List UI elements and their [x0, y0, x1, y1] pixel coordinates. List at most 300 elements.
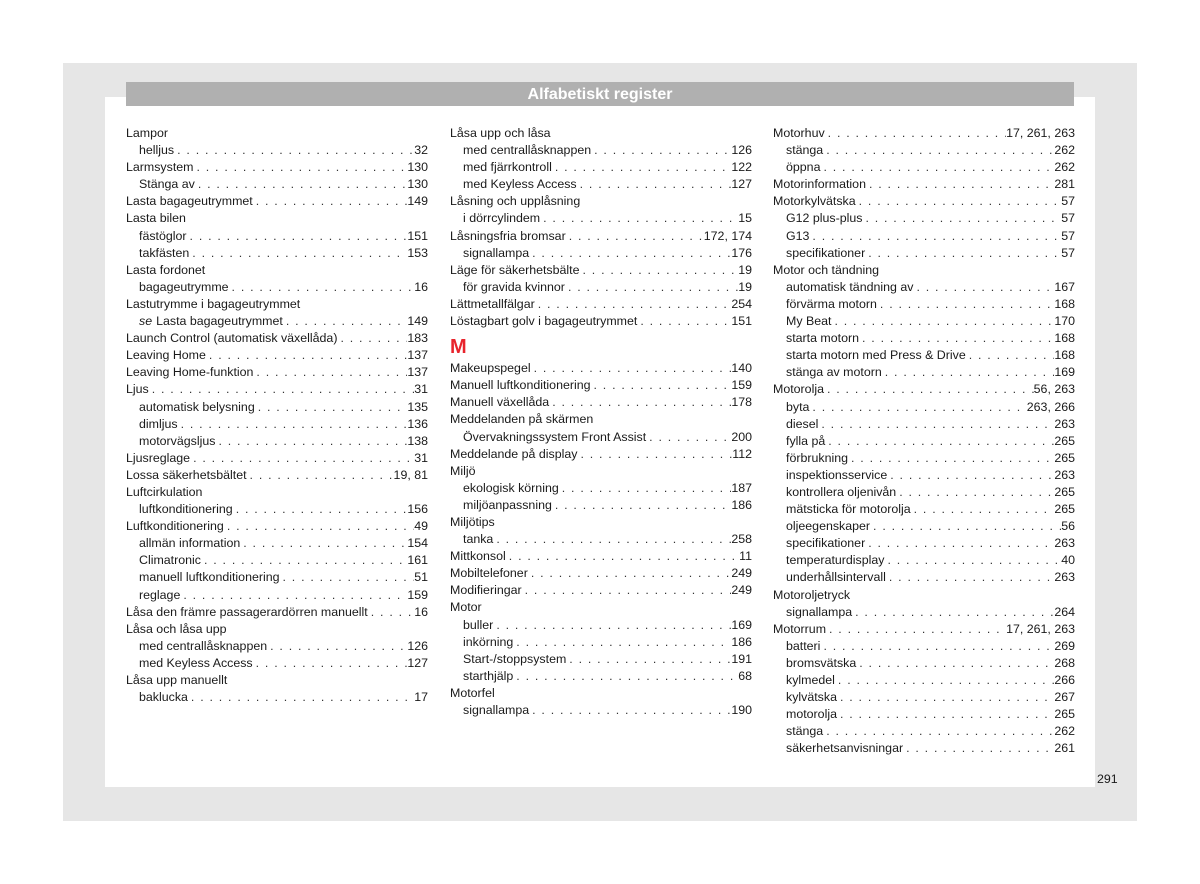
- index-subentry: [773, 245, 1075, 262]
- index-subentry: [450, 531, 752, 548]
- index-page-ref: 151: [731, 314, 752, 329]
- index-entry: [450, 565, 752, 582]
- index-entry: [126, 210, 428, 227]
- index-term: inkörning: [463, 634, 514, 649]
- index-term: Makeupspegel: [450, 361, 531, 376]
- index-term: i dörrcylindem: [463, 211, 541, 226]
- index-entry: [126, 450, 428, 467]
- dot-leader: [848, 450, 1054, 467]
- index-page-ref: 112: [732, 446, 752, 461]
- index-term: stänga: [786, 143, 824, 158]
- index-entry: [450, 125, 752, 142]
- index-page-ref: 127: [407, 655, 428, 670]
- index-term: med Keyless Access: [139, 655, 253, 670]
- index-page-ref: 281: [1054, 177, 1075, 192]
- index-page-ref: 263: [1054, 570, 1075, 585]
- index-subentry: [773, 364, 1075, 381]
- index-term: förbrukning: [786, 450, 848, 465]
- index-column-1: [126, 125, 428, 706]
- index-page-ref: 57: [1061, 228, 1075, 243]
- index-entry: [126, 604, 428, 621]
- index-term: se Lasta bagageutrymmet: [139, 314, 283, 329]
- dot-leader: [882, 364, 1055, 381]
- index-page-ref: 263: [1054, 536, 1075, 551]
- dot-leader: [522, 582, 732, 599]
- dot-leader: [189, 245, 407, 262]
- page-number: 291: [1097, 772, 1118, 786]
- dot-leader: [528, 565, 731, 582]
- dot-leader: [818, 416, 1054, 433]
- dot-leader: [809, 399, 1026, 416]
- index-term: byta: [786, 399, 810, 414]
- index-term: Låsningsfria bromsar: [450, 228, 566, 243]
- index-subentry: [450, 668, 752, 685]
- index-subentry: [126, 313, 428, 330]
- dot-leader: [174, 142, 414, 159]
- index-page-ref: 266: [1054, 673, 1075, 687]
- index-term: mätsticka för motorolja: [786, 502, 911, 517]
- index-page-ref: 265: [1054, 450, 1075, 465]
- index-page-ref: 264: [1054, 604, 1075, 619]
- index-entry: [126, 125, 428, 142]
- index-page-ref: 137: [407, 348, 428, 363]
- index-page-ref: 31: [414, 382, 428, 397]
- index-term: Miljötips: [450, 514, 495, 529]
- index-subentry: [773, 689, 1075, 706]
- index-entry: [450, 411, 752, 428]
- index-page-ref: 126: [731, 143, 752, 158]
- index-term: Miljö: [450, 463, 476, 478]
- index-page-ref: 130: [407, 177, 428, 192]
- index-page-ref: 263: [1054, 467, 1075, 482]
- see-reference: se: [139, 314, 153, 329]
- index-page-ref: 265: [1054, 484, 1075, 499]
- dot-leader: [280, 569, 415, 586]
- index-column-2: [450, 125, 752, 719]
- index-term: tanka: [463, 532, 494, 547]
- dot-leader: [866, 176, 1054, 193]
- dot-leader: [178, 416, 408, 433]
- index-term: signallampa: [463, 703, 530, 717]
- index-entry: [773, 262, 1075, 279]
- index-term: kylvätska: [786, 690, 837, 705]
- index-page-ref: 269: [1054, 638, 1075, 653]
- dot-leader: [825, 433, 1054, 450]
- index-page-ref: 122: [731, 160, 752, 175]
- dot-leader: [884, 552, 1061, 569]
- dot-leader: [877, 296, 1054, 313]
- index-page-ref: 262: [1054, 160, 1075, 175]
- index-term: Mobiltelefoner: [450, 566, 528, 581]
- index-page-ref: 57: [1061, 211, 1075, 226]
- index-subentry: [450, 142, 752, 159]
- index-page-ref: 17: [414, 690, 428, 705]
- index-subentry: [773, 433, 1075, 450]
- index-entry: [450, 360, 752, 377]
- index-term: Motoroljetryck: [773, 587, 851, 602]
- index-page-ref: 169: [731, 617, 752, 632]
- index-entry: [126, 672, 428, 689]
- index-entry: [126, 159, 428, 176]
- index-term: för gravida kvinnor: [463, 279, 565, 294]
- index-term: fylla på: [786, 433, 826, 448]
- index-term: temperaturdisplay: [786, 553, 885, 568]
- index-subentry: [773, 330, 1075, 347]
- index-subentry: [126, 552, 428, 569]
- index-subentry: [450, 176, 752, 193]
- index-term: Låsa den främre passagerardörren manuellt: [126, 604, 368, 619]
- index-term: med centrallåsknappen: [463, 143, 592, 158]
- index-term: Motorinformation: [773, 177, 866, 192]
- index-page-ref: 261: [1054, 741, 1075, 756]
- index-term: G12 plus-plus: [786, 211, 863, 226]
- index-term: reglage: [139, 587, 181, 602]
- index-page-ref: 57: [1061, 194, 1075, 209]
- index-term: Luftkonditionering: [126, 519, 224, 534]
- dot-leader: [190, 450, 414, 467]
- index-term: underhållsintervall: [786, 570, 886, 585]
- index-page-ref: 268: [1054, 655, 1075, 670]
- index-page-ref: 19: [738, 279, 752, 294]
- index-term: Stänga av: [139, 177, 195, 192]
- dot-leader: [540, 210, 738, 227]
- index-page-ref: 176: [731, 245, 752, 260]
- index-term: Lasta fordonet: [126, 262, 206, 277]
- dot-leader: [637, 313, 731, 330]
- index-term: Start-/stoppsystem: [463, 651, 567, 666]
- index-entry: [773, 176, 1075, 193]
- index-term: fästöglor: [139, 228, 187, 243]
- dot-leader: [206, 347, 407, 364]
- index-term: Motorhuv: [773, 126, 825, 140]
- dot-leader: [823, 142, 1054, 159]
- dot-leader: [255, 399, 408, 416]
- index-page-ref: 149: [407, 194, 428, 209]
- dot-leader: [823, 723, 1054, 740]
- index-page-ref: 68: [738, 668, 752, 683]
- index-entry: [450, 193, 752, 210]
- index-page-ref: 15: [738, 211, 752, 226]
- index-entry: [773, 587, 1075, 604]
- index-entry: [126, 621, 428, 638]
- index-subentry: [773, 655, 1075, 672]
- index-subentry: [773, 450, 1075, 467]
- index-subentry: [773, 159, 1075, 176]
- index-subentry: [126, 655, 428, 672]
- index-page-ref: 254: [731, 296, 752, 311]
- index-term: oljeegenskaper: [786, 519, 871, 534]
- index-subentry: [126, 416, 428, 433]
- index-page-ref: 170: [1054, 314, 1075, 329]
- index-term: Läge för säkerhetsbälte: [450, 262, 580, 277]
- index-term: baklucka: [139, 690, 188, 705]
- dot-leader: [188, 689, 414, 706]
- index-term: Motorfel: [450, 685, 495, 700]
- dot-leader: [552, 159, 731, 176]
- index-term: Luftcirkulation: [126, 484, 203, 499]
- index-term: Lasta bagageutrymmet: [126, 194, 253, 209]
- index-subentry: [450, 651, 752, 668]
- index-page-ref: 187: [731, 480, 752, 495]
- dot-leader: [253, 193, 408, 210]
- index-subentry: [773, 467, 1075, 484]
- index-page-ref: 186: [731, 634, 752, 649]
- index-term: Låsa upp och låsa: [450, 126, 551, 140]
- index-column-3: [773, 125, 1075, 757]
- index-page-ref: 17, 261, 263: [1006, 621, 1075, 636]
- dot-leader: [837, 689, 1054, 706]
- dot-leader: [856, 193, 1062, 210]
- index-entry: [126, 296, 428, 313]
- index-term: med Keyless Access: [463, 177, 577, 192]
- index-subentry: [126, 638, 428, 655]
- index-page-ref: 265: [1054, 707, 1075, 722]
- index-term: säkerhetsanvisningar: [786, 741, 904, 756]
- index-entry: [126, 364, 428, 381]
- dot-leader: [559, 480, 732, 497]
- index-term: motorvägsljus: [139, 433, 216, 448]
- index-term: kylmedel: [786, 673, 835, 687]
- index-subentry: [450, 159, 752, 176]
- index-term: Ljus: [126, 382, 149, 397]
- dot-leader: [835, 672, 1054, 689]
- dot-leader: [201, 552, 407, 569]
- index-term: specifikationer: [786, 536, 866, 551]
- index-subentry: [450, 279, 752, 296]
- dot-leader: [215, 433, 407, 450]
- index-term: My Beat: [786, 314, 832, 329]
- index-entry: [126, 467, 428, 484]
- index-page-ref: 19, 81: [393, 467, 428, 482]
- index-term: miljöanpassning: [463, 497, 552, 512]
- index-term: bagageutrymme: [139, 279, 229, 294]
- index-page-ref: 127: [731, 177, 752, 192]
- index-page-ref: 11: [739, 549, 752, 564]
- section-letter: M: [450, 336, 467, 359]
- index-page-ref: 153: [407, 245, 428, 260]
- index-term: Motorolja: [773, 382, 824, 397]
- dot-leader: [549, 394, 731, 411]
- index-subentry: [126, 176, 428, 193]
- dot-leader: [591, 142, 731, 159]
- index-entry: [126, 193, 428, 210]
- index-subentry: [773, 518, 1075, 535]
- index-page-ref: 32: [414, 143, 428, 158]
- index-term: ekologisk körning: [463, 480, 559, 495]
- index-term: automatisk tändning av: [786, 279, 914, 294]
- index-page-ref: 191: [731, 651, 752, 666]
- index-term: Övervakningssystem Front Assist: [463, 429, 647, 444]
- dot-leader: [529, 702, 731, 719]
- index-term: kontrollera oljenivån: [786, 484, 897, 499]
- index-term: med centrallåsknappen: [139, 638, 268, 653]
- index-term: Leaving Home-funktion: [126, 365, 254, 380]
- dot-leader: [886, 569, 1054, 586]
- dot-leader: [856, 655, 1054, 672]
- dot-leader: [577, 176, 732, 193]
- index-entry: [126, 330, 428, 347]
- index-subentry: [450, 245, 752, 262]
- index-subentry: [773, 416, 1075, 433]
- index-subentry: [773, 210, 1075, 227]
- index-entry: [450, 463, 752, 480]
- index-page-ref: 49: [414, 519, 428, 534]
- index-page-ref: 167: [1054, 279, 1075, 294]
- index-page-ref: 168: [1054, 296, 1075, 311]
- index-term: stänga: [786, 724, 824, 739]
- index-page-ref: 178: [731, 395, 752, 410]
- index-term: starta motorn med Press & Drive: [786, 348, 966, 363]
- index-page-ref: 51: [414, 570, 428, 585]
- index-page-ref: 136: [407, 416, 428, 431]
- dot-leader: [831, 313, 1054, 330]
- index-subentry: [773, 569, 1075, 586]
- index-page-ref: 267: [1054, 690, 1075, 705]
- dot-leader: [513, 668, 738, 685]
- index-entry: [450, 262, 752, 279]
- dot-leader: [337, 330, 407, 347]
- dot-leader: [826, 621, 1006, 638]
- index-page-ref: 190: [731, 703, 752, 717]
- index-term: diesel: [786, 416, 819, 431]
- dot-leader: [193, 159, 407, 176]
- index-page-ref: 161: [407, 553, 428, 568]
- dot-leader: [233, 501, 408, 518]
- dot-leader: [966, 347, 1055, 364]
- index-subentry: [773, 552, 1075, 569]
- dot-leader: [820, 638, 1054, 655]
- index-page-ref: 263, 266: [1026, 399, 1075, 414]
- dot-leader: [283, 313, 407, 330]
- index-subentry: [773, 313, 1075, 330]
- index-page-ref: 154: [407, 536, 428, 551]
- index-term: förvärma motorn: [786, 296, 877, 311]
- index-subentry: [450, 617, 752, 634]
- dot-leader: [865, 535, 1054, 552]
- index-page-ref: 258: [731, 532, 752, 547]
- index-term: öppna: [786, 160, 821, 175]
- index-subentry: [773, 638, 1075, 655]
- index-term: Leaving Home: [126, 348, 206, 363]
- index-page-ref: 135: [407, 399, 428, 414]
- index-entry: [450, 377, 752, 394]
- index-term: Lampor: [126, 126, 169, 140]
- index-term: batteri: [786, 638, 821, 653]
- dot-leader: [896, 484, 1054, 501]
- index-subentry: [773, 279, 1075, 296]
- index-page-ref: 172, 174: [703, 228, 752, 243]
- index-page-ref: 159: [731, 378, 752, 393]
- index-entry: [773, 125, 1075, 142]
- index-subentry: [773, 347, 1075, 364]
- index-term: helljus: [139, 143, 175, 158]
- dot-leader: [591, 377, 732, 394]
- index-subentry: [773, 740, 1075, 757]
- index-entry: [450, 685, 752, 702]
- index-term: Lastutrymme i bagageutrymmet: [126, 296, 301, 311]
- index-subentry: [126, 535, 428, 552]
- index-page-ref: 265: [1054, 433, 1075, 448]
- dot-leader: [903, 740, 1054, 757]
- index-term: signallampa: [463, 245, 530, 260]
- dot-leader: [870, 518, 1061, 535]
- dot-leader: [529, 245, 731, 262]
- dot-leader: [195, 176, 408, 193]
- index-entry: [450, 514, 752, 531]
- index-page-ref: 200: [731, 429, 752, 444]
- index-subentry: [450, 634, 752, 651]
- index-entry: [450, 548, 752, 565]
- index-term: Manuell luftkonditionering: [450, 378, 591, 393]
- index-page-ref: 31: [414, 450, 428, 465]
- index-entry: [773, 193, 1075, 210]
- index-subentry: [773, 723, 1075, 740]
- dot-leader: [229, 279, 415, 296]
- index-subentry: [773, 672, 1075, 689]
- index-term: Modifieringar: [450, 583, 522, 598]
- index-entry: [450, 313, 752, 330]
- dot-leader: [566, 651, 731, 668]
- index-term: Löstagbart golv i bagageutrymmet: [450, 314, 638, 329]
- index-term: Mittkonsol: [450, 549, 506, 564]
- index-entry: [126, 262, 428, 279]
- index-term: specifikationer: [786, 245, 866, 260]
- dot-leader: [809, 228, 1061, 245]
- dot-leader: [247, 467, 394, 484]
- index-term: stänga av motorn: [786, 365, 882, 380]
- index-page-ref: 40: [1061, 553, 1075, 568]
- dot-leader: [565, 279, 738, 296]
- index-subentry: [126, 689, 428, 706]
- index-subentry: [126, 245, 428, 262]
- dot-leader: [253, 364, 407, 381]
- index-subentry: [773, 228, 1075, 245]
- index-term: buller: [463, 617, 494, 632]
- index-term: Lossa säkerhetsbältet: [126, 467, 247, 482]
- index-subentry: [126, 142, 428, 159]
- index-entry: [450, 446, 752, 463]
- index-page-ref: 16: [414, 279, 428, 294]
- index-term: Motorkylvätska: [773, 194, 856, 209]
- dot-leader: [224, 518, 414, 535]
- index-term: Lättmetallfälgar: [450, 296, 535, 311]
- index-term: bromsvätska: [786, 655, 857, 670]
- index-entry: [450, 582, 752, 599]
- dot-leader: [859, 330, 1054, 347]
- dot-leader: [531, 360, 732, 377]
- dot-leader: [513, 634, 731, 651]
- index-term: automatisk belysning: [139, 399, 255, 414]
- dot-leader: [493, 617, 731, 634]
- index-entry: [773, 621, 1075, 638]
- index-subentry: [773, 535, 1075, 552]
- dot-leader: [552, 497, 731, 514]
- dot-leader: [267, 638, 407, 655]
- index-term: luftkonditionering: [139, 502, 233, 517]
- index-subentry: [450, 702, 752, 719]
- dot-leader: [253, 655, 408, 672]
- index-page-ref: 265: [1054, 502, 1075, 517]
- dot-leader: [535, 296, 732, 313]
- index-subentry: [126, 228, 428, 245]
- index-page-ref: 183: [407, 331, 428, 346]
- index-subentry: [773, 142, 1075, 159]
- dot-leader: [837, 706, 1054, 723]
- index-subentry: [126, 279, 428, 296]
- index-page-ref: 17, 261, 263: [1006, 126, 1075, 140]
- index-page-ref: 263: [1054, 416, 1075, 431]
- index-page-ref: 57: [1061, 245, 1075, 260]
